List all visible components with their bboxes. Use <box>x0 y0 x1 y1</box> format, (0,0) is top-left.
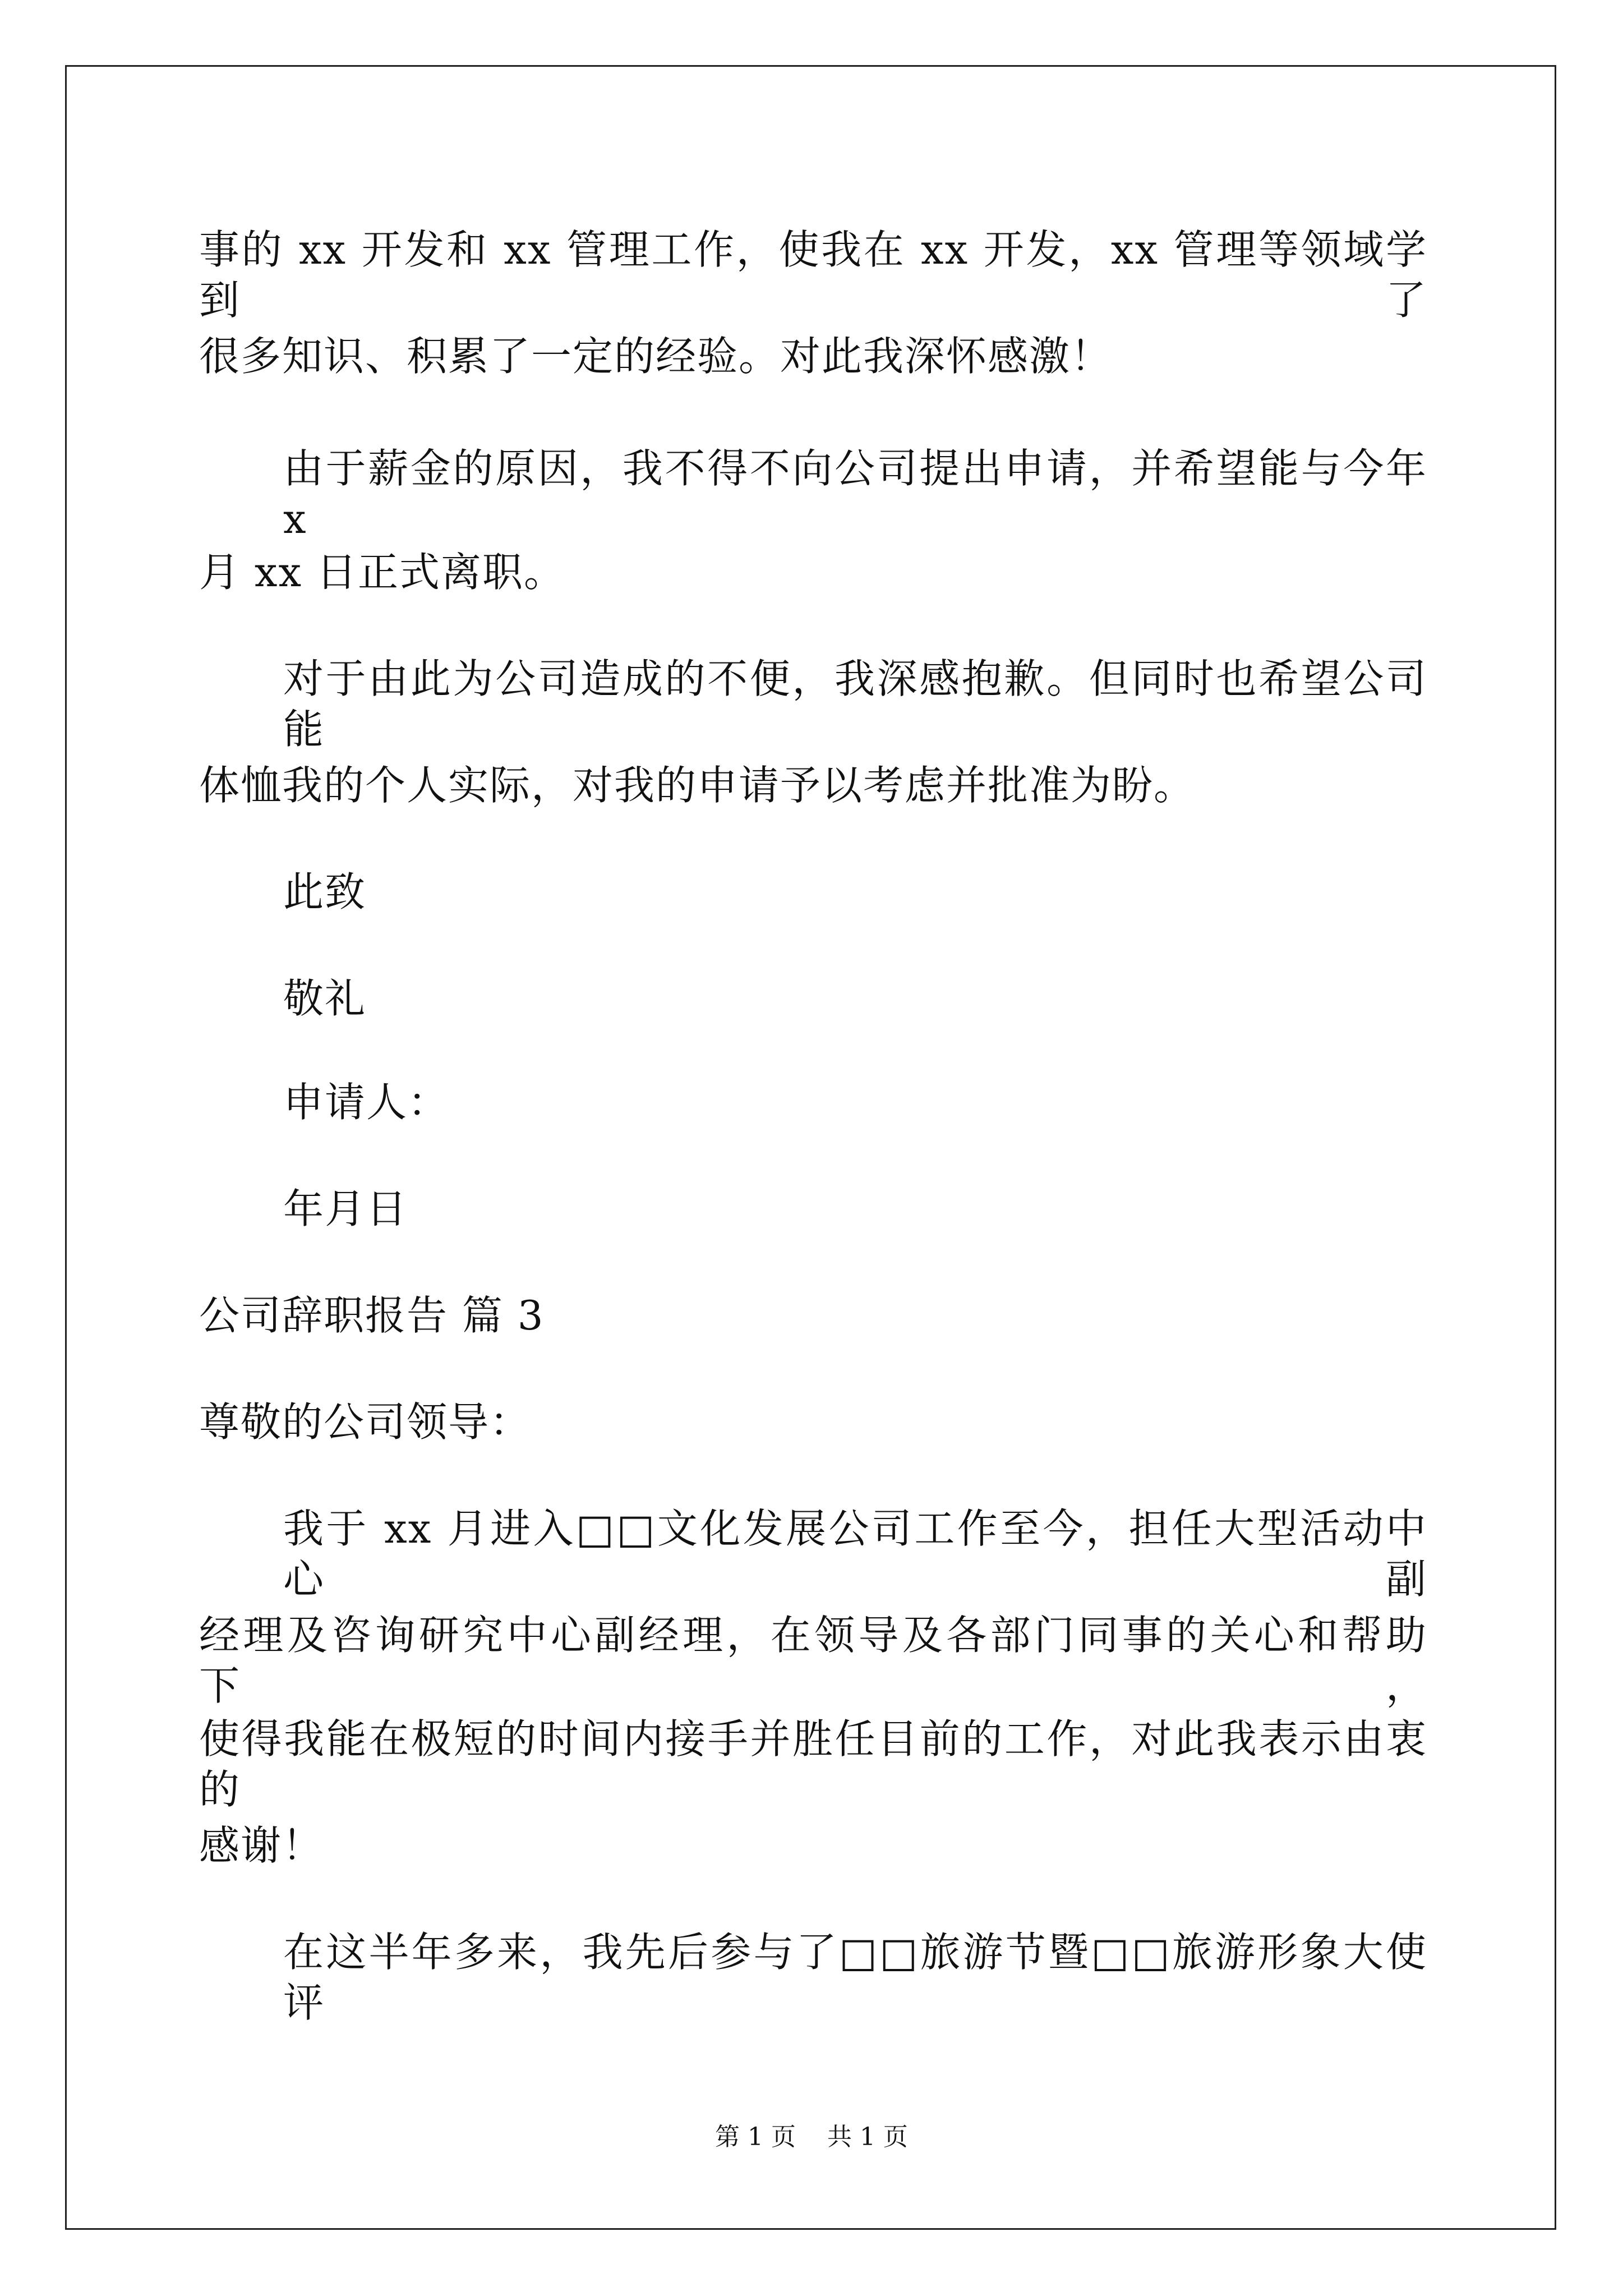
text-line-15: 使得我能在极短的时间内接手并胜任目前的工作，对此我表示由衷的 <box>199 1715 1427 1813</box>
letter-greeting: 尊敬的公司领导： <box>199 1398 532 1446</box>
applicant-label: 申请人： <box>283 1079 450 1126</box>
text-line-1: 事的 xx 开发和 xx 管理工作，使我在 xx 开发，xx 管理等领域学到了 <box>199 226 1427 324</box>
text-line-5: 对于由此为公司造成的不便，我深感抱歉。但同时也希望公司能 <box>283 655 1427 753</box>
text-line-14: 经理及咨询研究中心副经理，在领导及各部门同事的关心和帮助下， <box>199 1612 1427 1709</box>
closing-salutation: 此致 <box>283 868 367 915</box>
section-heading: 公司辞职报告 篇 3 <box>199 1292 545 1339</box>
text-line-4: 月 xx 日正式离职。 <box>199 549 565 596</box>
text-line-13: 我于 xx 月进入□□文化发展公司工作至今，担任大型活动中心副 <box>283 1505 1427 1603</box>
text-line-6: 体恤我的个人实际，对我的申请予以考虑并批准为盼。 <box>199 762 1196 809</box>
text-line-3: 由于薪金的原因，我不得不向公司提出申请，并希望能与今年 x <box>283 445 1427 542</box>
page-number-footer: 第 1 页 共 1 页 <box>715 2123 908 2151</box>
text-line-16: 感谢！ <box>199 1822 324 1869</box>
text-line-2: 很多知识、积累了一定的经验。对此我深怀感激！ <box>199 333 1113 380</box>
page-border <box>65 65 1556 2230</box>
text-line-17: 在这半年多来，我先后参与了□□旅游节暨□□旅游形象大使评 <box>283 1929 1427 2026</box>
closing-regards: 敬礼 <box>283 975 367 1022</box>
date-label: 年月日 <box>283 1185 408 1232</box>
